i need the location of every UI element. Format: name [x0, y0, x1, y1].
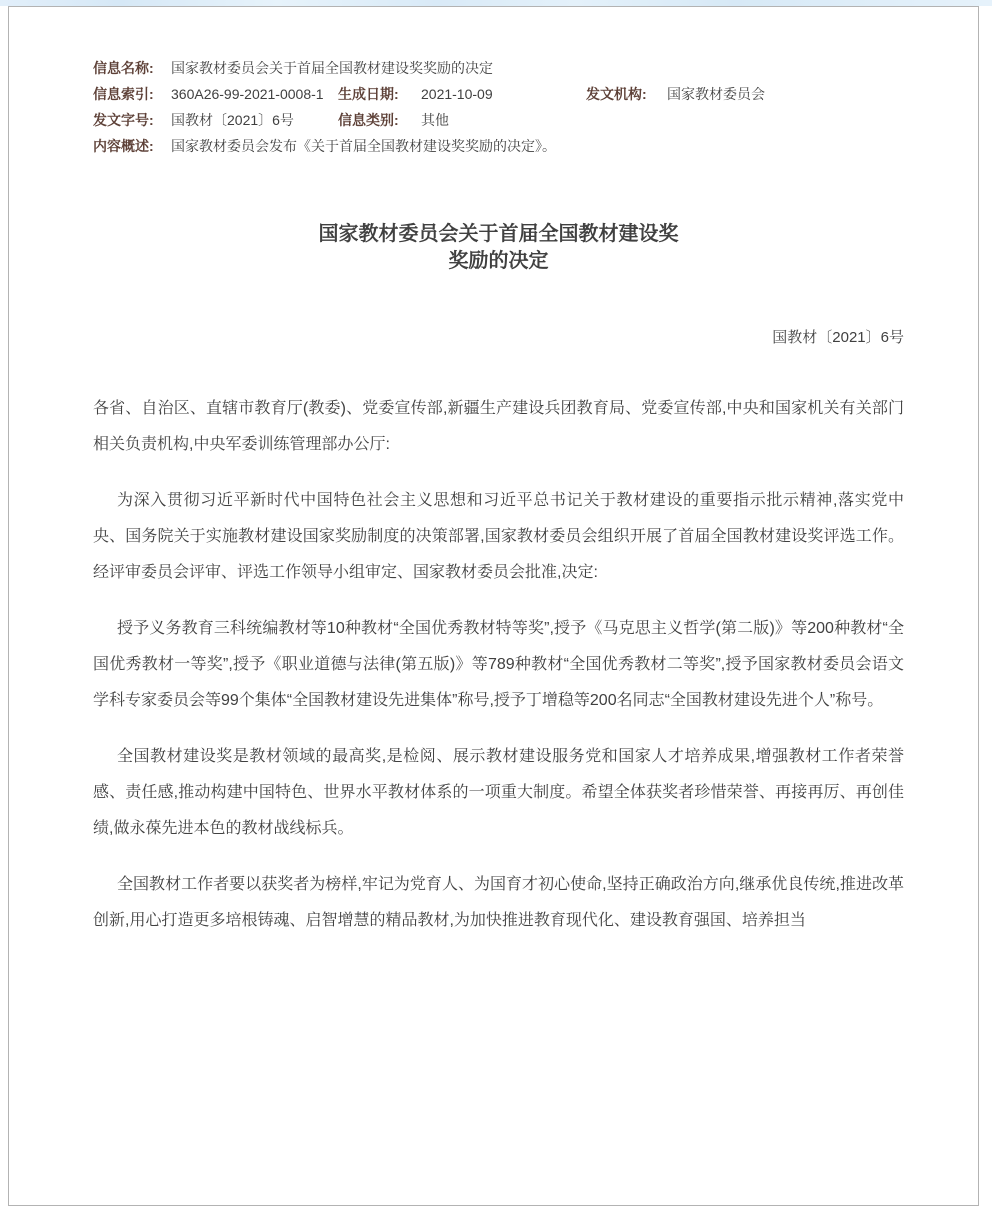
generate-date-value: 2021-10-09 — [421, 86, 493, 102]
paragraph-addressees: 各省、自治区、直辖市教育厅(教委)、党委宣传部,新疆生产建设兵团教育局、党委宣传部,中央和国家机关有关部门相关负责机构,中央军委训练管理部办公厅: — [93, 400, 904, 453]
document-body — [93, 391, 904, 939]
paragraph-call-to-action: 全国教材工作者要以获奖者为榜样,牢记为党育人、为国育才初心使命,坚持正确政治方向,继承优良传统,推进改革创新,用心打造更多培根铸魂、启智增慧的精品教材,为加快推进教育现代化、建设教育强国、培养担当 — [93, 876, 904, 929]
document-panel — [8, 6, 979, 1206]
info-name-label: 信息名称: — [93, 60, 154, 76]
info-category-label: 信息类别: — [338, 112, 399, 128]
generate-date-label: 生成日期: — [338, 86, 399, 102]
issuing-agency-label: 发文机构: — [586, 86, 647, 102]
document-title-line1: 国家教材委员会关于首届全国教材建设奖 — [318, 223, 679, 245]
document-title — [93, 221, 904, 275]
document-number-line: 国教材〔2021〕6号 — [772, 329, 904, 346]
document-info-block — [93, 55, 908, 159]
content-summary-value: 国家教材委员会发布《关于首届全国教材建设奖奖励的决定》。 — [171, 138, 556, 154]
content-summary-label: 内容概述: — [93, 138, 154, 154]
info-index-label: 信息索引: — [93, 86, 154, 102]
document-title-line2: 奖励的决定 — [448, 250, 549, 272]
doc-number-label: 发文字号: — [93, 112, 154, 128]
info-name-value: 国家教材委员会关于首届全国教材建设奖奖励的决定 — [171, 60, 493, 76]
paragraph-awards: 授予义务教育三科统编教材等10种教材“全国优秀教材特等奖”,授予《马克思主义哲学(第二版)》等200种教材“全国优秀教材一等奖”,授予《职业道德与法律(第五版)》等789种教材“全国优秀教材二等奖”,授予国家教材委员会语文学科专家委员会等99个集体“全国教材建设先进集体”称号,授予丁增稳等200名同志“全国教材建设先进个人”称号。 — [93, 620, 904, 709]
paragraph-significance: 全国教材建设奖是教材领域的最高奖,是检阅、展示教材建设服务党和国家人才培养成果,增强教材工作者荣誉感、责任感,推动构建中国特色、世界水平教材体系的一项重大制度。希望全体获奖者珍惜荣誉、再接再厉、再创佳绩,做永葆先进本色的教材战线标兵。 — [93, 748, 904, 837]
issuing-agency-value: 国家教材委员会 — [667, 86, 765, 102]
paragraph-background: 为深入贯彻习近平新时代中国特色社会主义思想和习近平总书记关于教材建设的重要指示批示精神,落实党中央、国务院关于实施教材建设国家奖励制度的决策部署,国家教材委员会组织开展了首届全国教材建设奖评选工作。经评审委员会评审、评选工作领导小组审定、国家教材委员会批准,决定: — [93, 492, 904, 581]
info-category-value: 其他 — [421, 112, 449, 128]
info-index-value: 360A26-99-2021-0008-1 — [171, 86, 324, 102]
doc-number-value: 国教材〔2021〕6号 — [171, 112, 294, 128]
document-info-grid — [93, 55, 908, 159]
